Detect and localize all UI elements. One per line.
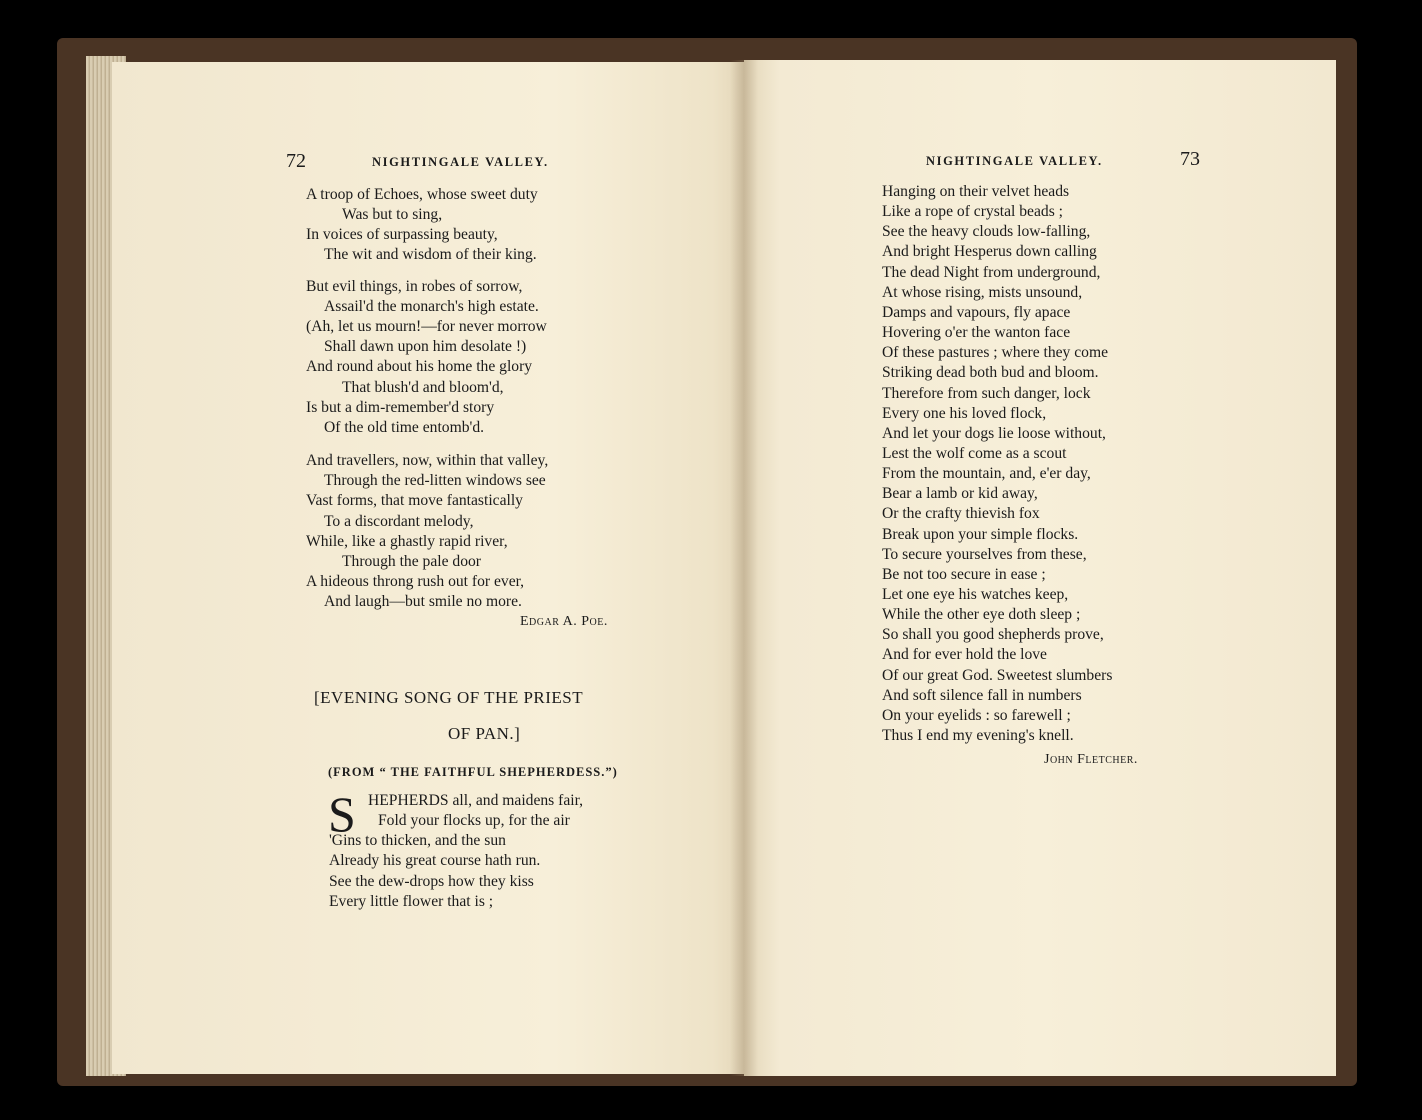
poem-line: Was but to sing,: [342, 206, 443, 223]
page-number-right: 73: [1180, 148, 1200, 170]
poem-line: And travellers, now, within that valley,: [306, 452, 549, 469]
poem-line: That blush'd and bloom'd,: [342, 379, 504, 396]
poem-line: Assail'd the monarch's high estate.: [324, 298, 539, 315]
poem-line: To secure yourselves from these,: [882, 545, 1087, 563]
right-page: [744, 60, 1336, 1076]
poem-line: On your eyelids : so farewell ;: [882, 706, 1071, 724]
running-head-right: NIGHTINGALE VALLEY.: [926, 154, 1103, 168]
section-title: [EVENING SONG OF THE PRIEST: [314, 688, 584, 707]
poem-line: Hovering o'er the wanton face: [882, 324, 1071, 342]
poem-line: Like a rope of crystal beads ;: [882, 203, 1063, 221]
poem-line: See the dew-drops how they kiss: [329, 873, 534, 890]
poem-line: But evil things, in robes of sorrow,: [306, 278, 523, 295]
section-subtitle: (FROM “ THE FAITHFUL SHEPHERDESS.”): [328, 765, 618, 779]
section-title-continued: OF PAN.]: [448, 724, 521, 743]
poem-line: Through the red-litten windows see: [324, 472, 546, 489]
poem-line: Is but a dim-remember'd story: [306, 399, 495, 416]
poem-line: Of our great God. Sweetest slumbers: [882, 666, 1113, 684]
poem-line: Every one his loved flock,: [882, 404, 1047, 422]
poem-line: In voices of surpassing beauty,: [306, 226, 498, 243]
poem-line: While, like a ghastly rapid river,: [306, 533, 508, 550]
left-page: [112, 62, 744, 1074]
poem-line: At whose rising, mists unsound,: [882, 283, 1083, 301]
poem-line: Thus I end my evening's knell.: [882, 727, 1074, 745]
poem-line: Shall dawn upon him desolate !): [324, 338, 527, 355]
poem-line: From the mountain, and, e'er day,: [882, 465, 1091, 483]
poem-line: Break upon your simple flocks.: [882, 525, 1079, 543]
poem-line: Let one eye his watches keep,: [882, 586, 1069, 603]
poem-line: Bear a lamb or kid away,: [882, 485, 1038, 503]
attribution-fletcher: John Fletcher.: [1044, 752, 1138, 767]
poem-line: The dead Night from underground,: [882, 263, 1101, 281]
poem-line: So shall you good shepherds prove,: [882, 626, 1104, 644]
poem-line: A hideous throng rush out for ever,: [306, 573, 525, 590]
poem-line: Lest the wolf come as a scout: [882, 444, 1067, 462]
poem-line: And laugh—but smile no more.: [324, 593, 522, 610]
poem-line: 'Gins to thicken, and the sun: [329, 832, 506, 849]
poem-line: Of these pastures ; where they come: [882, 344, 1109, 362]
page-number-left: 72: [286, 150, 306, 172]
poem-line: And bright Hesperus down calling: [882, 243, 1097, 261]
poem-line: Vast forms, that move fantastically: [306, 492, 523, 509]
poem-line: And soft silence fall in numbers: [882, 686, 1082, 704]
poem-line: Of the old time entomb'd.: [324, 419, 485, 436]
poem-line: Through the pale door: [342, 553, 482, 570]
running-head-left: NIGHTINGALE VALLEY.: [372, 155, 549, 169]
poem-line: And for ever hold the love: [882, 646, 1047, 664]
drop-cap: S: [328, 786, 356, 842]
poem-line: Therefore from such danger, lock: [882, 384, 1091, 402]
poem-line: Every little flower that is ;: [329, 893, 494, 910]
poem-line: And round about his home the glory: [306, 358, 533, 375]
attribution-poe: Edgar A. Poe.: [520, 614, 608, 629]
poem-line: Damps and vapours, fly apace: [882, 303, 1071, 321]
poem-line: To a discordant melody,: [324, 513, 474, 530]
poem-line: A troop of Echoes, whose sweet duty: [306, 186, 538, 203]
poem-line: Hanging on their velvet heads: [882, 183, 1070, 200]
poem-line: (Ah, let us mourn!—for never morrow: [306, 318, 547, 335]
poem-line: Be not too secure in ease ;: [882, 565, 1046, 583]
poem-line: HEPHERDS all, and maidens fair,: [368, 792, 584, 809]
book-gutter: [730, 60, 758, 1076]
poem-line: Striking dead both bud and bloom.: [882, 364, 1099, 382]
poem-line: The wit and wisdom of their king.: [324, 246, 537, 263]
poem-line: While the other eye doth sleep ;: [882, 606, 1081, 624]
poem-line: Fold your flocks up, for the air: [378, 812, 570, 829]
poem-line: And let your dogs lie loose without,: [882, 424, 1106, 442]
poem-line: Or the crafty thievish fox: [882, 505, 1040, 523]
poem-line: See the heavy clouds low-falling,: [882, 223, 1091, 241]
poem-line: Already his great course hath run.: [329, 852, 541, 869]
